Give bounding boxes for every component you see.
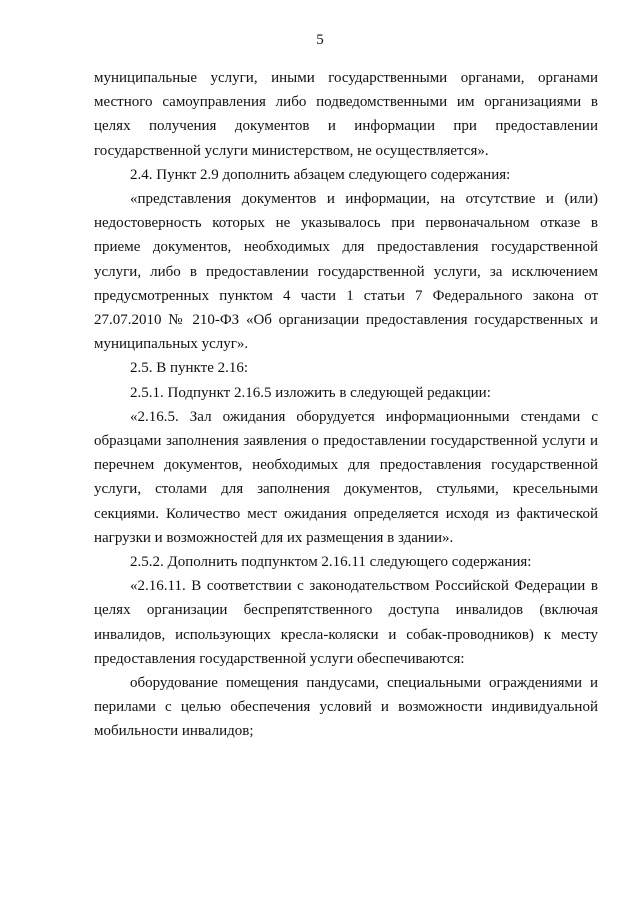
paragraph-item-2-5-2: 2.5.2. Дополнить подпунктом 2.16.11 следующего содержания: — [130, 554, 532, 571]
paragraph-quote-2-9: «представления документов и информации, на отсутствие и (или) недостоверность которых не указывалось при первоначальном отказе в приеме документов, необходимых для предоставления государственной услуги, либо в предоставлении государственной услуги, за исключением предусмотренных пунктом 4 части 1 статьи 7 Федерального закона от 27.07.2010 № 210-ФЗ «Об организации предоставления государственных и муниципальных услуг». — [94, 191, 598, 353]
paragraph-equipment: оборудование помещения пандусами, специальными ограждениями и перилами с целью обеспечения условий и возможности индивидуальной мобильности инвалидов; — [94, 675, 598, 740]
paragraph-quote-2-16-11: «2.16.11. В соответствии с законодательством Российской Федерации в целях организации беспрепятственного доступа инвалидов (включая инвалидов, использующих кресла-коляски и собак-проводников) к месту предоставления государственной услуги обеспечиваются: — [94, 578, 598, 667]
page-number: 5 — [316, 32, 324, 48]
paragraph-item-2-4: 2.4. Пункт 2.9 дополнить абзацем следующего содержания: — [130, 166, 511, 183]
paragraph-item-2-5-1: 2.5.1. Подпункт 2.16.5 изложить в следующей редакции: — [130, 384, 491, 401]
paragraph-item-2-5: 2.5. В пункте 2.16: — [130, 360, 249, 377]
document-body — [94, 66, 598, 744]
paragraph-quote-2-16-5: «2.16.5. Зал ожидания оборудуется информационными стендами с образцами заполнения заявления о предоставлении государственной услуги и перечнем документов, необходимых для предоставления государственной услуги, столами для заполнения документов, стульями, кресельными секциями. Количество мест ожидания определяется исходя из фактической нагрузки и возможностей для их размещения в здании». — [94, 408, 598, 546]
paragraph-continuation: муниципальные услуги, иными государственными органами, органами местного самоуправления либо подведомственными им организациями в целях получения документов и информации при предоставлении государственной услуги министерством, не осуществляется». — [94, 70, 598, 159]
